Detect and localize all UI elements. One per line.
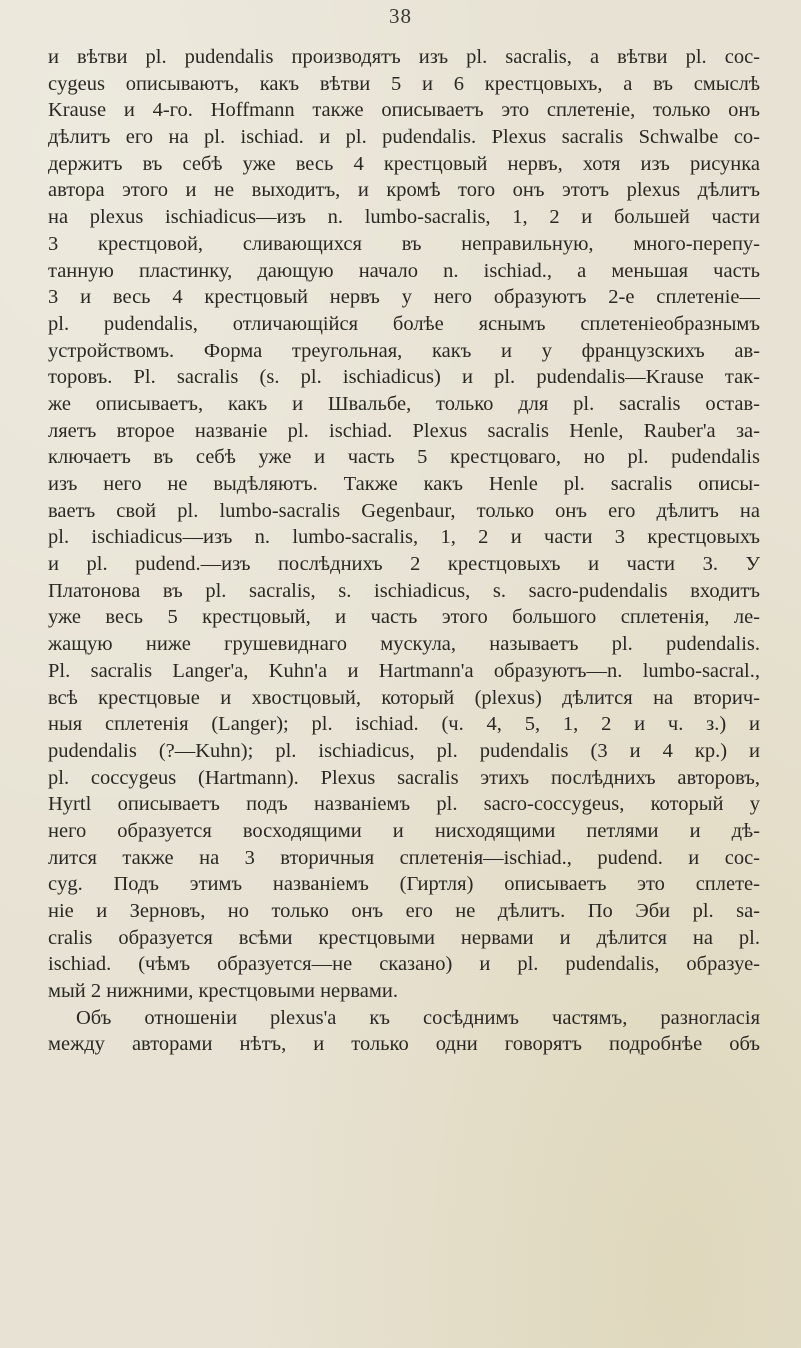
text-line: между авторами нѣтъ, и только одни говорятъ подробнѣе объ <box>48 1033 760 1056</box>
text-line: всѣ крестцовые и хвостцовый, который (plexus) дѣлится на вторич- <box>48 686 760 709</box>
text-line: же описываетъ, какъ и Швальбе, только для pl. sacralis остав- <box>48 392 760 415</box>
text-line: мый 2 нижними, крестцовыми нервами. <box>48 980 398 1003</box>
text-line: ключаетъ въ себѣ уже и часть 5 крестцоваго, но pl. pudendalis <box>48 446 760 469</box>
text-line: держитъ въ себѣ уже весь 4 крестцовый нервъ, хотя изъ рисунка <box>48 152 760 175</box>
text-line: 3 и весь 4 крестцовый нервъ у него образуютъ 2-е сплетеніе— <box>48 286 760 309</box>
text-line: ныя сплетенія (Langer); pl. ischiad. (ч. 4, 5, 1, 2 и ч. з.) и <box>48 713 760 736</box>
text-line: cralis образуется всѣми крестцовыми нервами и дѣлится на pl. <box>48 926 760 949</box>
text-line: и вѣтви pl. pudendalis производятъ изъ pl. sacralis, а вѣтви pl. coc- <box>48 46 760 68</box>
text-line: Платонова въ pl. sacralis, s. ischiadicus, s. sacro-pudendalis входитъ <box>48 579 760 602</box>
text-line: на plexus ischiadicus—изъ n. lumbo-sacralis, 1, 2 и большей части <box>48 206 760 229</box>
text-line: Hyrtl описываетъ подъ названіемъ pl. sacro-coccygeus, который у <box>48 793 760 816</box>
text-line: pl. ischiadicus—изъ n. lumbo-sacralis, 1, 2 и части 3 крестцовыхъ <box>48 526 760 549</box>
text-line: Krause и 4-го. Hoffmann также описываетъ это сплетеніе, только онъ <box>48 99 760 122</box>
text-line: cygeus описываютъ, какъ вѣтви 5 и 6 крестцовыхъ, а въ смыслѣ <box>48 72 760 95</box>
text-line: изъ него не выдѣляютъ. Также какъ Henle pl. sacralis описы- <box>48 473 760 495</box>
text-line: Объ отношеніи plexus'a къ сосѣднимъ частямъ, разногласія <box>76 1006 760 1029</box>
text-line: лится также на 3 вторичныя сплетенія—ischiad., pudend. и coc- <box>48 846 760 869</box>
text-line: танную пластинку, дающую начало n. ischiad., а меньшая часть <box>48 259 760 282</box>
text-line: pudendalis (?—Kuhn); pl. ischiadicus, pl. pudendalis (3 и 4 кр.) и <box>48 739 760 762</box>
text-line: ischiad. (чѣмъ образуется—не сказано) и pl. pudendalis, образуе- <box>48 953 760 976</box>
text-line: и pl. pudend.—изъ послѣднихъ 2 крестцовыхъ и части 3. У <box>48 553 760 576</box>
text-line: ляетъ второе названіе pl. ischiad. Plexus sacralis Henle, Rauber'a за- <box>48 419 760 442</box>
text-line: Pl. sacralis Langer'a, Kuhn'a и Hartmann'a образуютъ—n. lumbo-sacral., <box>48 659 760 682</box>
text-line: него образуется восходящими и нисходящими петлями и дѣ- <box>48 819 760 842</box>
text-line: устройствомъ. Форма треугольная, какъ и у французскихъ ав- <box>48 339 760 362</box>
text-line: дѣлитъ его на pl. ischiad. и pl. pudendalis. Plexus sacralis Schwalbe со- <box>48 126 760 149</box>
text-line: жащую ниже грушевиднаго мускула, называетъ pl. pudendalis. <box>48 633 760 656</box>
text-line: pl. coccygeus (Hartmann). Plexus sacralis этихъ послѣднихъ авторовъ, <box>48 766 760 789</box>
text-line: уже весь 5 крестцовый, и часть этого большого сплетенія, ле- <box>48 606 760 629</box>
text-line: ваетъ свой pl. lumbo-sacralis Gegenbaur, только онъ его дѣлитъ на <box>48 499 760 522</box>
text-line: cyg. Подъ этимъ названіемъ (Гиртля) описываетъ это сплете- <box>48 873 760 896</box>
text-line: pl. pudendalis, отличающійся болѣе яснымъ сплетеніеобразнымъ <box>48 312 760 335</box>
body-text <box>48 44 760 1058</box>
text-line: 3 крестцовой, сливающихся въ неправильную, много-перепу- <box>48 232 760 255</box>
page-number: 38 <box>389 4 412 28</box>
text-line: ніе и Зерновъ, но только онъ его не дѣлитъ. По Эби pl. sa- <box>48 900 760 922</box>
text-line: торовъ. Pl. sacralis (s. pl. ischiadicus) и pl. pudendalis—Krause так- <box>48 366 760 389</box>
text-line: автора этого и не выходитъ, и кромѣ того онъ этотъ plexus дѣлитъ <box>48 179 760 202</box>
